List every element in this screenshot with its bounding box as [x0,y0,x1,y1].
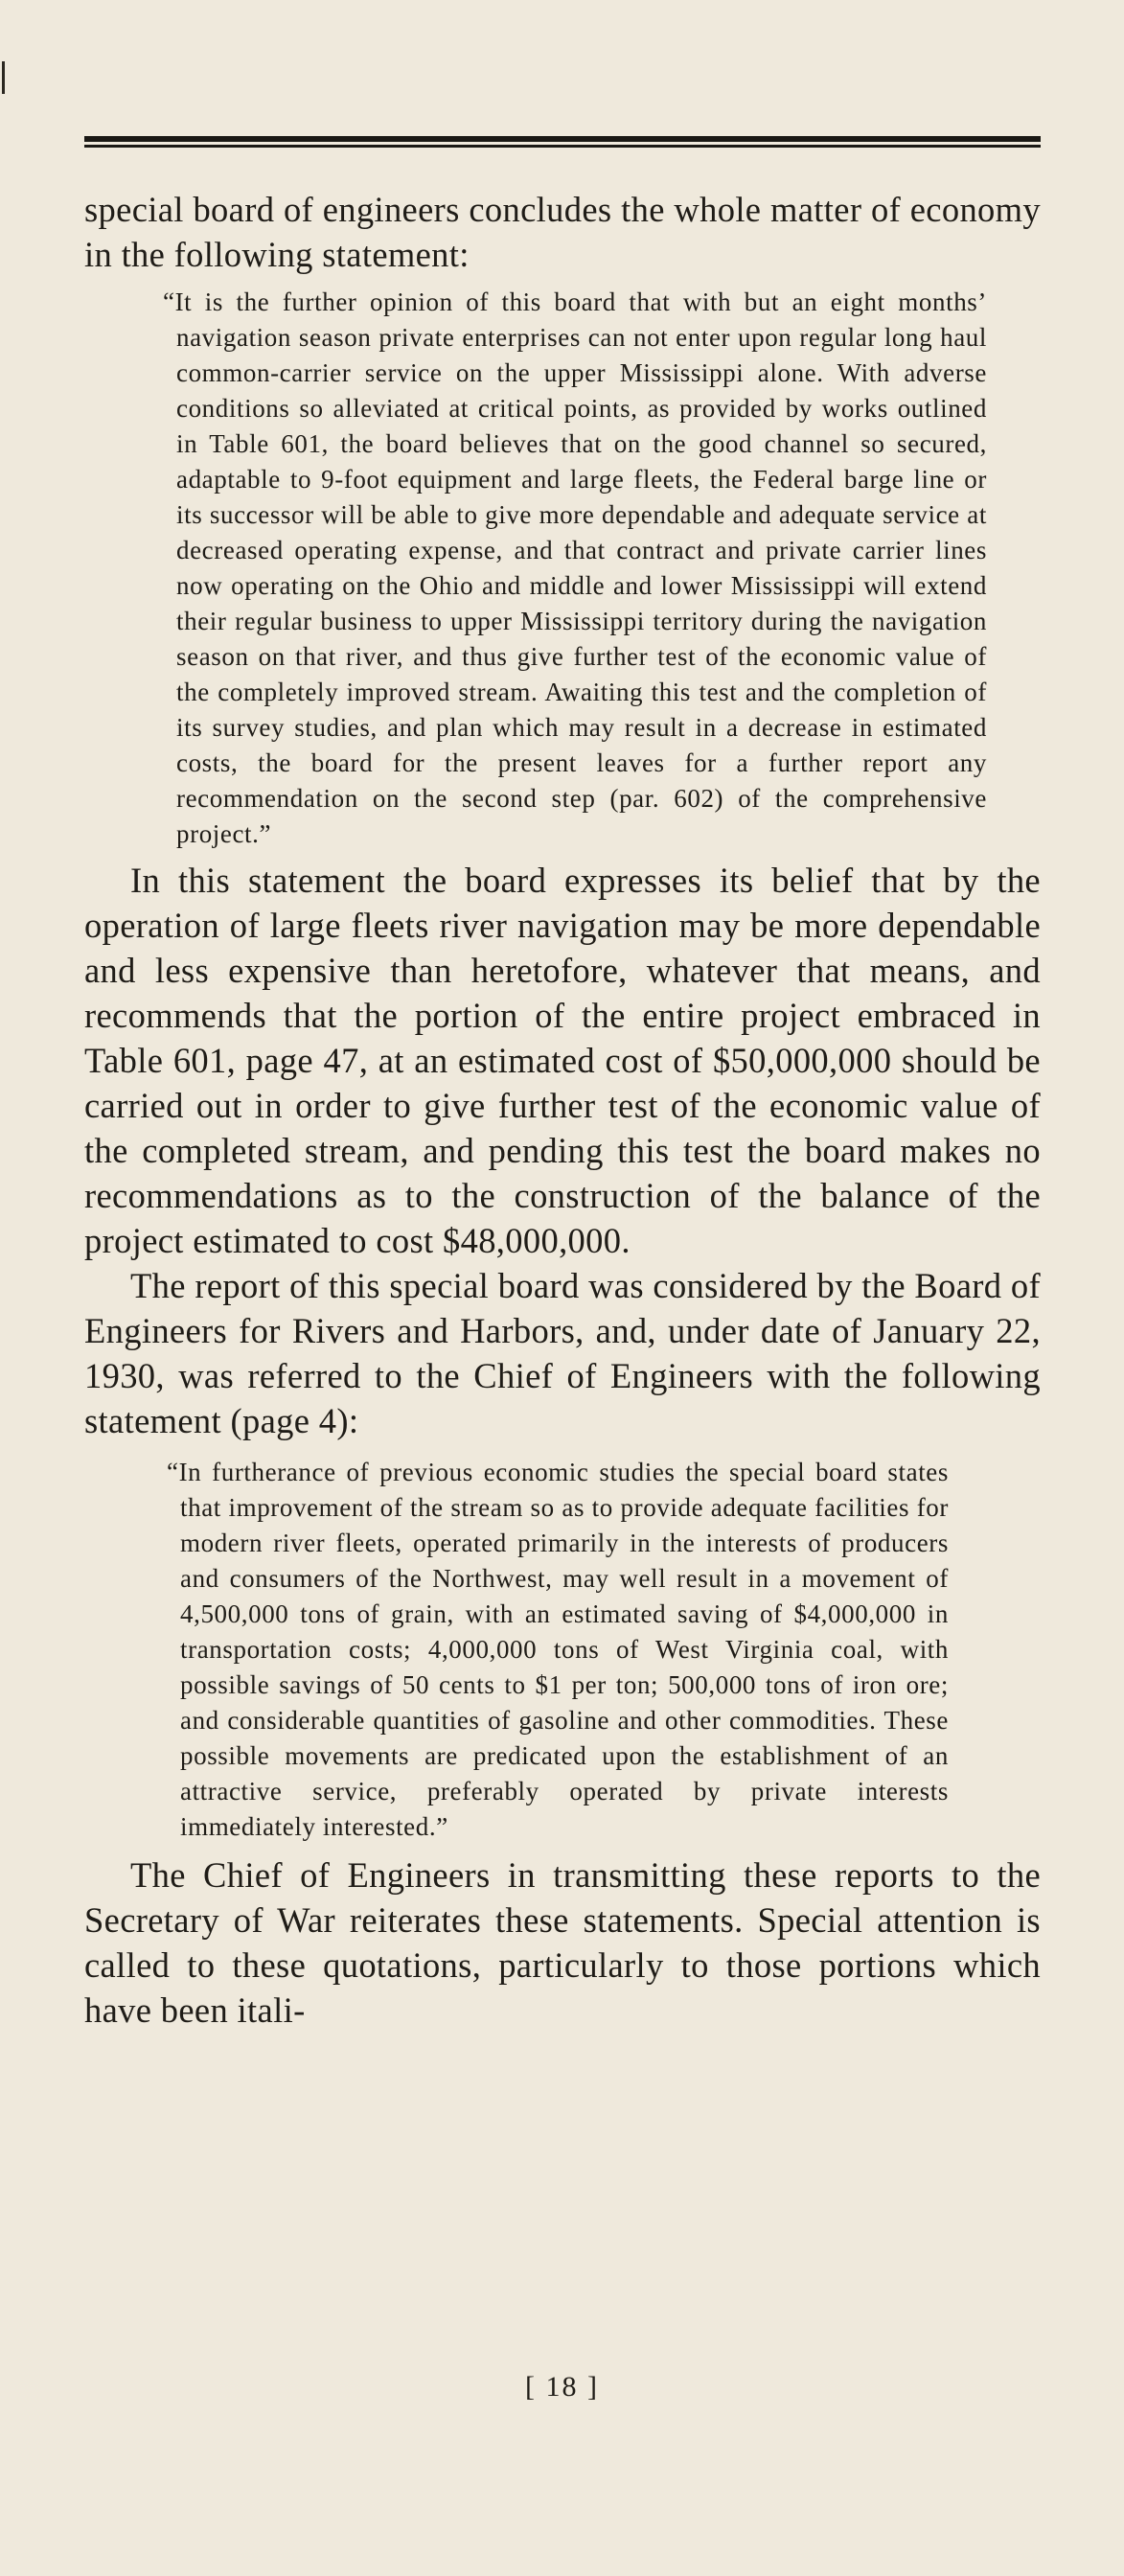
block-quote-special-board [84,285,1041,852]
paragraph-report-considered: The report of this special board was considered by the Board of Engineers for Rivers and Harbors, and, under date of January 22, 1930, was referred to the Chief of Engineers with the following statement (page 4): [84,1266,1041,1440]
quote-text: “In furtherance of previous economic studies the special board states that improvement of the stream so as to provide adequate facilities for modern river fleets, operated primarily in the interests of producers and consumers of the Northwest, may well result in a movement of 4,500,000 tons of grain, with an estimated saving of $4,000,000 in transportation costs; 4,000,000 tons of West Virginia coal, with possible savings of 50 cents to $1 per ton; 500,000 tons of iron ore; and considerable quantities of gasoline and other commodities. These possible movements are predicated upon the establishment of an attractive service, preferably operated by private interests immediately interested.” [167,1458,949,1841]
page-number: [ 18 ] [525,2371,599,2403]
paragraph-board-belief: In this statement the board expresses its belief that by the operation of large fleets river navigation may be more dependable and less expensive than heretofore, whatever that means, and recommends that the portion of the entire project embraced in Table 601, page 47, at an estimated cost of $50,000,000 should be carried out in order to give further test of the economic value of the completed stream, and pending this test the board makes no recommendations as to the construction of the balance of the project estimated to cost $48,000,000. [84,861,1041,1260]
page-body [84,187,1041,2033]
header-rule-thin [84,145,1041,148]
paragraph-chief-of-engineers: The Chief of Engineers in transmitting these reports to the Secretary of War reiterates these statements. Special attention is called to these quotations, particularly to those portions which have been itali- [84,1855,1041,2030]
block-quote-economic-studies [84,1455,1041,1845]
header-rule-thick [84,136,1041,142]
page-edge-mark [2,61,5,94]
quote-text: “It is the further opinion of this board that with but an eight months’ navigation season private enterprises can not enter upon regular long haul common-carrier service on the upper Mississippi alone. With adverse conditions so alleviated at critical points, as provided by works outlined in Table 601, the board believes that on the good channel so secured, adaptable to 9-foot equipment and large fleets, the Federal barge line or its successor will be able to give more dependable and adequate service at decreased operating expense, and that contract and private carrier lines now operating on the Ohio and middle and lower Mississippi will extend their regular business to upper Mississippi territory during the navigation season on that river, and thus give further test of the economic value of the completely improved stream. Awaiting this test and the completion of its survey studies, and plan which may result in a decrease in estimated costs, the board for the present leaves for a further report any recommendation on the second step (par. 602) of the comprehensive project.” [163,288,987,848]
paragraph-continuation: special board of engineers concludes the whole matter of economy in the following statement: [84,190,1041,274]
